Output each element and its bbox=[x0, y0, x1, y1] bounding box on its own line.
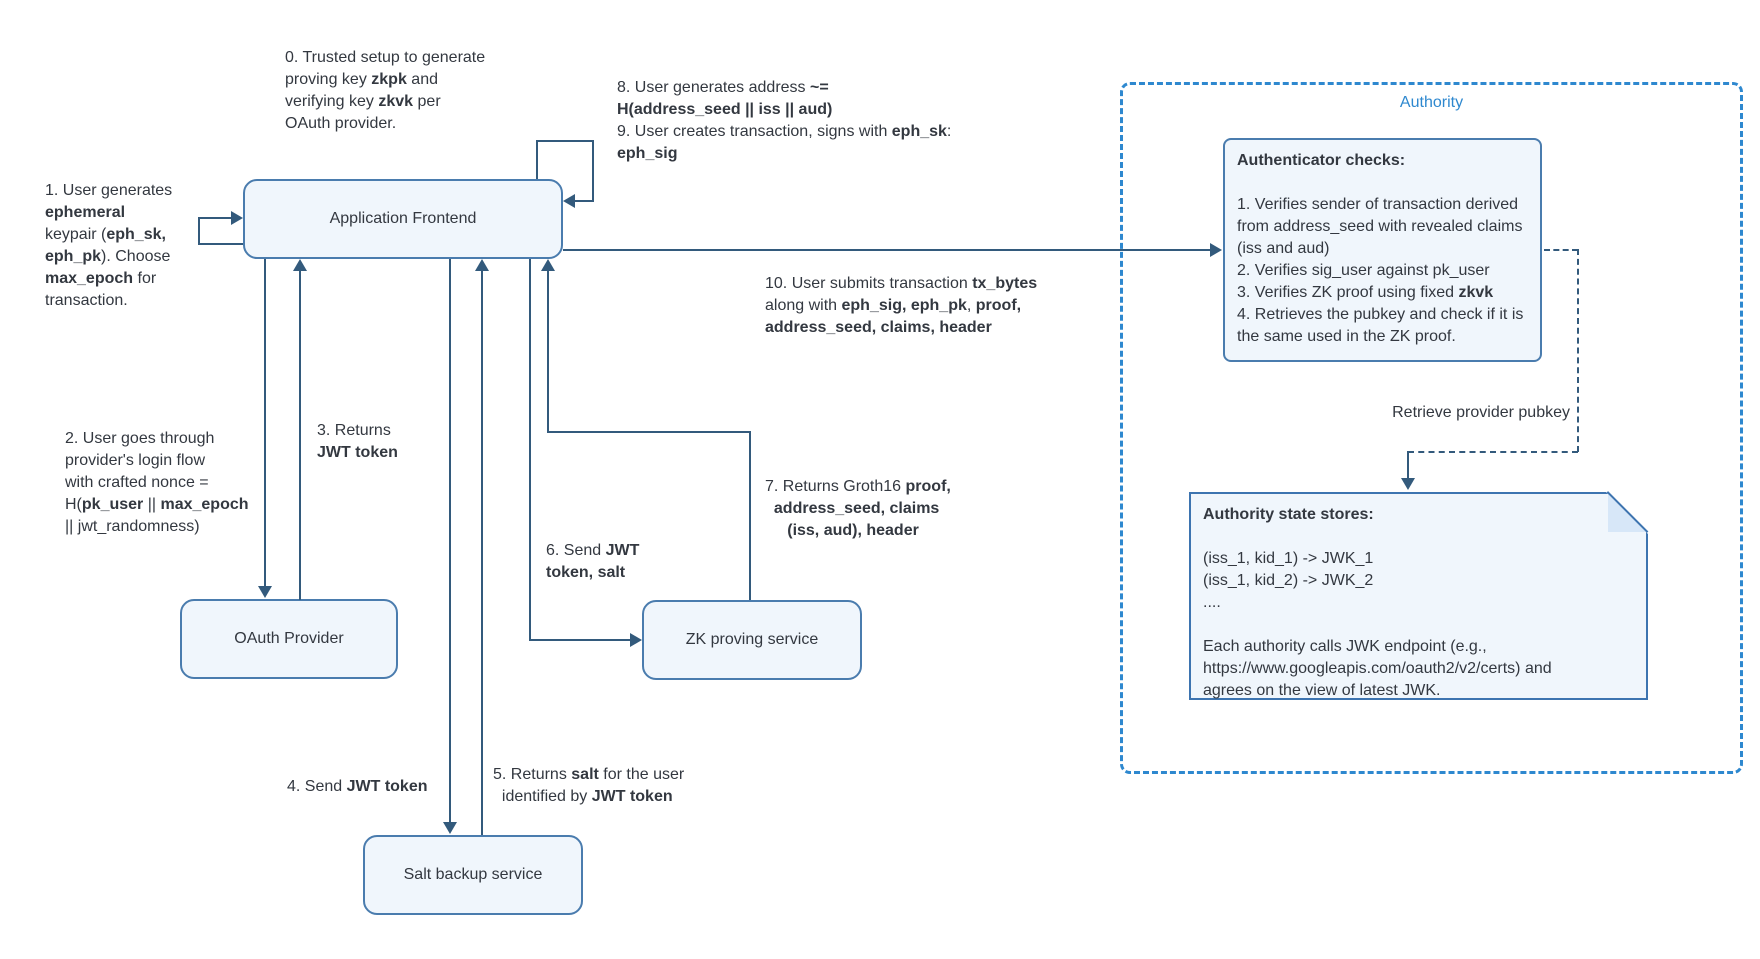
line-segment bbox=[529, 639, 630, 641]
authenticator-checks-panel: Authenticator checks: 1. Verifies sender of transaction derived from address_seed with revealed claims (iss and aud) 2. Verifies sig_user against pk_user 3. Verifies ZK proof using fixed zkvk 4. Retrieves the pubkey and check if it is the same used in the ZK proof. bbox=[1223, 138, 1542, 362]
step10-submit-transaction-label: 10. User submits transaction tx_bytes along with eph_sig, eph_pk, proof, address_seed, claims, header bbox=[765, 275, 1038, 336]
line-segment bbox=[198, 217, 231, 219]
node-label: OAuth Provider bbox=[234, 630, 344, 647]
arrowhead-down-icon bbox=[1401, 478, 1415, 490]
line-segment bbox=[563, 249, 1210, 251]
line-segment bbox=[198, 217, 200, 245]
line-segment bbox=[749, 431, 751, 600]
step1-generate-keypair-label: 1. User generates ephemeral keypair (eph_sk, eph_pk). Choose max_epoch for transaction. bbox=[45, 182, 173, 309]
line-segment bbox=[547, 271, 549, 431]
step3-returns-jwt-label: 3. Returns JWT token bbox=[317, 422, 398, 461]
arrowhead-down-icon bbox=[258, 586, 272, 598]
arrowhead-down-icon bbox=[443, 822, 457, 834]
arrowhead-right-icon bbox=[630, 633, 642, 647]
arrowhead-left-icon bbox=[563, 194, 575, 208]
node-oauth-provider bbox=[180, 599, 398, 679]
note-text: Authority state stores: (iss_1, kid_1) -> JWK_1 (iss_1, kid_2) -> JWK_2 .... Each authority calls JWK endpoint (e.g., https://www.googleapis.com/oauth2/v2/certs) and agrees on the view of latest JWK. bbox=[1203, 506, 1552, 699]
line-segment bbox=[547, 431, 751, 433]
arrowhead-right-icon bbox=[231, 211, 243, 225]
node-zk-proving-service bbox=[642, 600, 862, 680]
dashed-segment bbox=[1577, 249, 1579, 452]
node-label: ZK proving service bbox=[685, 631, 819, 648]
line-segment bbox=[481, 271, 483, 835]
line-segment bbox=[198, 243, 243, 245]
arrowhead-up-icon bbox=[475, 259, 489, 271]
arrowhead-up-icon bbox=[293, 259, 307, 271]
node-salt-backup-service bbox=[363, 835, 583, 915]
authority-state-store-note bbox=[1189, 492, 1648, 700]
step5-returns-salt-label: 5. Returns salt for the user identified by JWT token bbox=[493, 766, 685, 805]
line-segment bbox=[264, 259, 266, 586]
line-segment bbox=[536, 140, 538, 179]
line-segment bbox=[449, 259, 451, 822]
line-segment bbox=[592, 140, 594, 202]
dashed-segment bbox=[1408, 451, 1578, 453]
node-label: Salt backup service bbox=[403, 866, 543, 883]
line-segment bbox=[299, 271, 301, 600]
step7-returns-proof-label: 7. Returns Groth16 proof, address_seed, claims (iss, aud), header bbox=[765, 478, 951, 539]
dashed-segment bbox=[1544, 249, 1578, 251]
step8-9-address-transaction-label: 8. User generates address ~= H(address_seed || iss || aud) 9. User creates transaction, signs with eph_sk: eph_sig bbox=[617, 79, 952, 162]
line-segment bbox=[575, 200, 594, 202]
authority-title: Authority bbox=[1399, 94, 1464, 111]
node-application-frontend bbox=[243, 179, 563, 259]
line-segment bbox=[536, 140, 594, 142]
step6-send-jwt-salt-label: 6. Send JWT token, salt bbox=[546, 542, 640, 581]
arrowhead-up-icon bbox=[541, 259, 555, 271]
line-segment bbox=[1407, 451, 1409, 479]
arrowhead-right-icon bbox=[1210, 243, 1222, 257]
step4-send-jwt-label: 4. Send JWT token bbox=[287, 778, 428, 795]
step0-trusted-setup-label: 0. Trusted setup to generate proving key zkpk and verifying key zkvk per OAuth provider. bbox=[285, 49, 486, 132]
retrieve-provider-pubkey-label: Retrieve provider pubkey bbox=[1392, 404, 1570, 421]
line-segment bbox=[529, 259, 531, 641]
step2-login-flow-label: 2. User goes through provider's login flow with crafted nonce = H(pk_user || max_epoch || jwt_randomness) bbox=[65, 430, 249, 535]
node-label: Application Frontend bbox=[329, 210, 477, 227]
